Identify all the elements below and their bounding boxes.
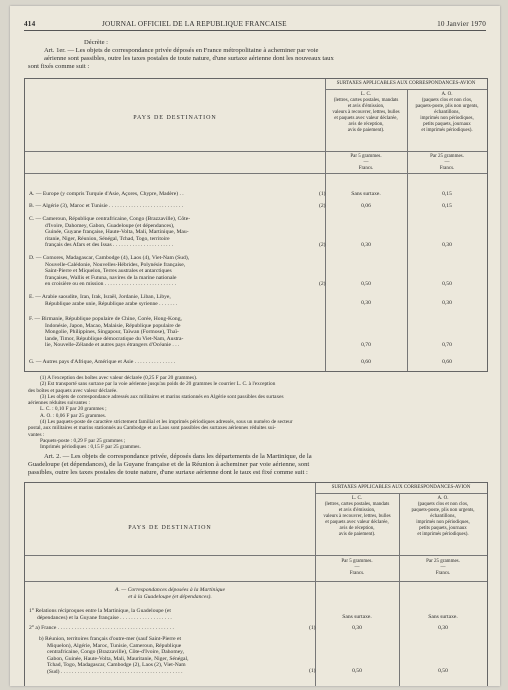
ao-desc-line: (paquets clos et non clos, [417, 502, 469, 507]
decrete-label: Décrète : [84, 39, 108, 46]
footnote-line: (2) Est transporté sans surtaxe par la voie aérienne jusqu'au poids de 20 grammes le courrier L. C. à l'exception [40, 381, 276, 388]
header-rule [25, 151, 487, 152]
footnote-line: vantes : [28, 431, 45, 438]
row-ao-value: 0,60 [442, 359, 452, 365]
row-text: Miquelon), Algérie, Maroc, Tunisie, Cameroun, République [47, 642, 182, 649]
lc-column-header [325, 92, 407, 134]
page-number: 414 [24, 20, 36, 28]
surtaxes-table-2 [24, 482, 488, 686]
article-1-line: Art. 1er. — Les objets de correspondance privée déposés en France métropolitaine à acheminer par voie [44, 47, 319, 54]
pays-header: PAYS DE DESTINATION [128, 525, 212, 531]
row-text: Tchad, Togo, Madagascar, Cambodge (2), Laos (2), Viet-Nam [47, 662, 186, 668]
row-ao-value: 0,30 [442, 242, 452, 248]
section-a-line: A. — Correspondances déposées à la Martinique [115, 587, 225, 593]
ao-desc-line: imprimés non périodiques, [416, 520, 470, 525]
lc-desc-line: (lettres, cartes postales, mandats [333, 98, 399, 103]
currency-label: Francs. [435, 571, 451, 576]
pays-header: PAYS DE DESTINATION [133, 115, 217, 121]
header-rule [24, 30, 486, 31]
lc-desc-line: avis de paiement). [338, 532, 376, 537]
currency-label: Francs. [349, 571, 365, 576]
lc-unit-label: Par 5 grammes. [341, 559, 373, 564]
footnotes-1 [28, 375, 485, 451]
row-text: D. — Comores, Madagascar, Cambodge (4), Laos (4), Viet-Nam (Sud), [29, 255, 190, 261]
lc-title: L. C. [351, 496, 363, 501]
lc-title: L. C. [360, 92, 372, 97]
row-note: (1) [309, 668, 316, 674]
lc-desc-line: avis de paiement). [347, 128, 385, 133]
row-lc-value: 0,70 [361, 342, 371, 348]
row-text: lie, Nouvelle-Zélande et autres pays étrangers d'Océanie . . . [45, 342, 180, 348]
lc-desc-line: avis de réception, [348, 122, 384, 127]
ao-desc-line: paquets-poste, plis non urgents, [411, 508, 475, 513]
ao-desc-line: et imprimés périodiques). [417, 532, 469, 537]
row-text: lande, Timor, République démocratique du Viet-Nam, Austra- [45, 335, 184, 342]
header-rule [25, 555, 487, 556]
row-lc-value: Sans surtaxe. [351, 191, 381, 197]
ao-desc-line: (paquets clos et non clos, [421, 98, 473, 103]
footnote-line: Imprimés périodiques : 0,15 F par 25 grammes. [40, 444, 141, 451]
table-row [29, 216, 319, 249]
row-lc-value: 0,30 [361, 300, 371, 306]
article-2-line: passibles, outre les taxes postales de toute nature, d'une surtaxe aérienne dont le taux est fixé comme suit : [28, 468, 308, 476]
table-row [29, 294, 319, 307]
lc-desc-line: (lettres, cartes postales, mandats [324, 502, 390, 507]
row-text: centrafricaine, Congo (Brazzaville), Côte-d'Ivoire, Dahomey, [47, 649, 185, 655]
ao-column-header [399, 496, 487, 538]
row-note: (1) [319, 191, 326, 197]
row-text: Mongolie, Philippines, Singapour, Taïwan (Formose), Thaï- [45, 329, 179, 335]
row-lc-value: 0,50 [352, 668, 362, 674]
row-text: b) Réunion, territoires français d'outre-mer (sauf Saint-Pierre et [39, 636, 182, 642]
lc-unit [315, 559, 399, 577]
row-note: (1) [309, 625, 316, 631]
ao-unit-label: Par 25 grammes. [426, 559, 460, 564]
article-2-text [28, 453, 488, 476]
header-rule [25, 581, 487, 582]
ao-desc-line: imprimés non périodiques, [420, 116, 474, 121]
row-text: 1° Relations réciproques entre la Martinique, la Guadeloupe (et [29, 608, 171, 614]
article-1-line: sont fixés comme suit : [28, 62, 90, 70]
row-text: Gabon, Guinée, Haute-Volta, Mali, Mauritanie, Niger, Sénégal, [47, 655, 189, 662]
ao-title: A. O. [441, 92, 453, 97]
lc-desc-line: et paquets avec valeur déclarée, [334, 116, 398, 121]
ao-desc-line: paquets-poste, plis non urgents, [415, 104, 479, 109]
row-lc-value: 0,06 [361, 203, 371, 209]
row-note: (2) [319, 203, 326, 209]
dash: — [354, 565, 360, 570]
lc-desc-line: et avis d'émission, [347, 104, 385, 109]
lc-desc-line: et paquets avec valeur déclarée, [325, 520, 389, 525]
row-text: Guinée, Guyane française, Haute-Volta, Mali, Martinique, Mau- [45, 229, 189, 235]
row-lc-value: 0,60 [361, 359, 371, 365]
ao-unit-label: Par 25 grammes. [430, 154, 464, 159]
footnote-line: Paquets-poste : 0,29 F par 25 grammes ; [40, 437, 126, 444]
row-text: 2° a) France . . . . . . . . . . . . . . . . . . . . . . . . . . . . . . . . . . . . . . . . . . [29, 625, 174, 631]
ao-desc-line: petits paquets, journaux [419, 526, 467, 531]
dash: — [440, 565, 446, 570]
article-2-line: Guadeloupe (et dépendances), de la Guyane française et de la Réunion à acheminer par voie aérienne, sont [28, 460, 310, 468]
row-text: C. — Cameroun, République centrafricaine, Congo (Brazzaville), Côte- [29, 216, 191, 222]
ao-column-header [407, 92, 487, 134]
ao-title: A. O. [437, 496, 449, 501]
table-row [29, 255, 319, 288]
surtaxes-header: SURTAXES APPLICABLES AUX CORRESPONDANCES-AVION [336, 81, 476, 86]
ao-desc-line: échantillons, [430, 514, 456, 519]
row-text: français des Afars et des Issas . . . . . . . . . . . . . . . . . . . . . . [45, 242, 174, 248]
lc-desc-line: valeurs à recouvrer, lettres, bulles [332, 110, 400, 115]
row-lc-value: 0,50 [361, 281, 371, 287]
footnote-line: des boîtes et paquets avec valeur déclarée. [28, 387, 118, 394]
footnote-line: L. C. : 0,10 F par 20 grammes ; [40, 406, 107, 413]
section-a-heading [25, 587, 315, 600]
article-2-line: Art. 2. — Les objets de correspondance privée, déposés dans les départements de la Martinique, de la [44, 453, 312, 460]
table-row [29, 625, 309, 632]
row-text: dépendances) et la Guyane française . . . . . . . . . . . . . . . . . . . [37, 614, 172, 621]
article-1-line: aérienne sont passibles, outre les taxes postales de toute nature, d'une surtaxe aérienne dont les nouveaux taux [44, 54, 334, 62]
row-ao-value: 0,15 [442, 203, 452, 209]
header-rule [25, 173, 487, 174]
section-a-line: et à la Guadeloupe (et dépendances). [128, 593, 212, 600]
row-text: françaises, Wallis et Futuna, navires de la marine nationale [45, 274, 177, 281]
surtaxes-header: SURTAXES APPLICABLES AUX CORRESPONDANCES-AVION [331, 485, 471, 490]
footnote-line: aériennes réduites suivantes : [28, 400, 90, 407]
currency-label: Francs. [439, 166, 455, 171]
surtaxes-table-1 [24, 78, 488, 372]
footnote-line: (4) Les paquets-poste de caractère strictement familial et les imprimés périodiques adressés, sous un numéro de secteur [40, 419, 293, 426]
page-header [24, 20, 486, 32]
row-ao-value: 0,70 [442, 342, 452, 348]
lc-desc-line: avis de réception, [339, 526, 375, 531]
ao-desc-line: échantillons, [434, 110, 460, 115]
lc-unit-label: Par 5 grammes. [350, 154, 382, 159]
ao-desc-line: petits paquets, journaux [423, 122, 471, 127]
document-page [10, 6, 500, 686]
row-note: (2) [319, 281, 326, 287]
row-lc-value: Sans surtaxe. [342, 614, 372, 620]
row-text: République arabe unie, République arabe syrienne . . . . . . . [45, 300, 178, 307]
row-text: F. — Birmanie, République populaire de Chine, Corée, Hong-Kong, [29, 316, 182, 322]
row-text: d'Ivoire, Dahomey, Gabon, Guadeloupe (et dépendances), [45, 222, 175, 229]
lc-desc-line: et avis d'émission, [338, 508, 376, 513]
row-text: ritanie, Niger, Réunion, Sénégal, Tchad, Togo, territoire [45, 235, 170, 242]
table-row [29, 608, 313, 621]
row-ao-value: 0,15 [442, 191, 452, 197]
table-row [29, 359, 319, 366]
row-text: G. — Autres pays d'Afrique, Amérique et Asie . . . . . . . . . . . . . . . [29, 359, 176, 365]
row-ao-value: 0,50 [438, 668, 448, 674]
table-row [39, 636, 309, 675]
row-text: Indonésie, Japon, Macao, Malaisie, République populaire de [45, 322, 181, 329]
row-text: Saint-Pierre et Miquelon, Terres australes et antarctiques [45, 268, 172, 274]
table-row [29, 203, 319, 210]
footnote-line: (3) Les objets de correspondance adressés aux militaires et marins stationnés en Algérie sont passibles des surtaxes [40, 393, 284, 400]
ao-unit [407, 154, 487, 172]
row-lc-value: 0,30 [361, 242, 371, 248]
footnote-line: postal, aux militaires et marins stationnés au Cambodge et au Laos sont passibles des surtaxes aériennes réduites sui- [28, 425, 276, 432]
row-ao-value: 0,50 [442, 281, 452, 287]
lc-unit [325, 154, 407, 172]
row-ao-value: 0,30 [438, 625, 448, 631]
currency-label: Francs. [358, 166, 374, 171]
article-1-text [28, 47, 488, 70]
row-text: A. — Europe (y compris Turquie d'Asie, Açores, Chypre, Madère) . . [29, 191, 184, 197]
lc-desc-line: valeurs à recouvrer, lettres, bulles [323, 514, 391, 519]
lc-column-header [315, 496, 399, 538]
row-ao-value: 0,30 [442, 300, 452, 306]
ao-unit [399, 559, 487, 577]
row-note: (2) [319, 242, 326, 248]
header-rule [315, 493, 487, 494]
row-text: B. — Algérie (3), Maroc et Tunisie . . . . . . . . . . . . . . . . . . . . . . . . . . . [29, 203, 184, 209]
header-rule [325, 89, 487, 90]
table-row [29, 316, 319, 349]
row-text: Nouvelle-Calédonie, Nouvelles-Hébrides, Polynésie française, [45, 261, 186, 268]
row-text: en croisière ou en mission . . . . . . . . . . . . . . . . . . . . . . . . . . [45, 281, 177, 287]
row-lc-value: 0,30 [352, 625, 362, 631]
footnote-line: (1) A l'exception des boîtes avec valeur déclarée (0,25 F par 20 grammes). [40, 375, 198, 381]
journal-title: JOURNAL OFFICIEL DE LA REPUBLIQUE FRANCAISE [102, 20, 287, 28]
ao-desc-line: et imprimés périodiques). [421, 128, 473, 133]
dash: — [444, 160, 450, 165]
row-text: (Sud) . . . . . . . . . . . . . . . . . . . . . . . . . . . . . . . . . . . . . . . . . . . . [47, 668, 183, 675]
row-text: E. — Arabie saoudite, Iran, Irak, Israël, Jordanie, Liban, Libye, [29, 294, 171, 300]
table-row [29, 191, 319, 198]
dash: — [363, 160, 369, 165]
issue-date: 10 Janvier 1970 [437, 20, 486, 28]
row-ao-value: Sans surtaxe. [428, 614, 458, 620]
footnote-line: A. O. : 0,06 F par 25 grammes. [40, 412, 107, 419]
